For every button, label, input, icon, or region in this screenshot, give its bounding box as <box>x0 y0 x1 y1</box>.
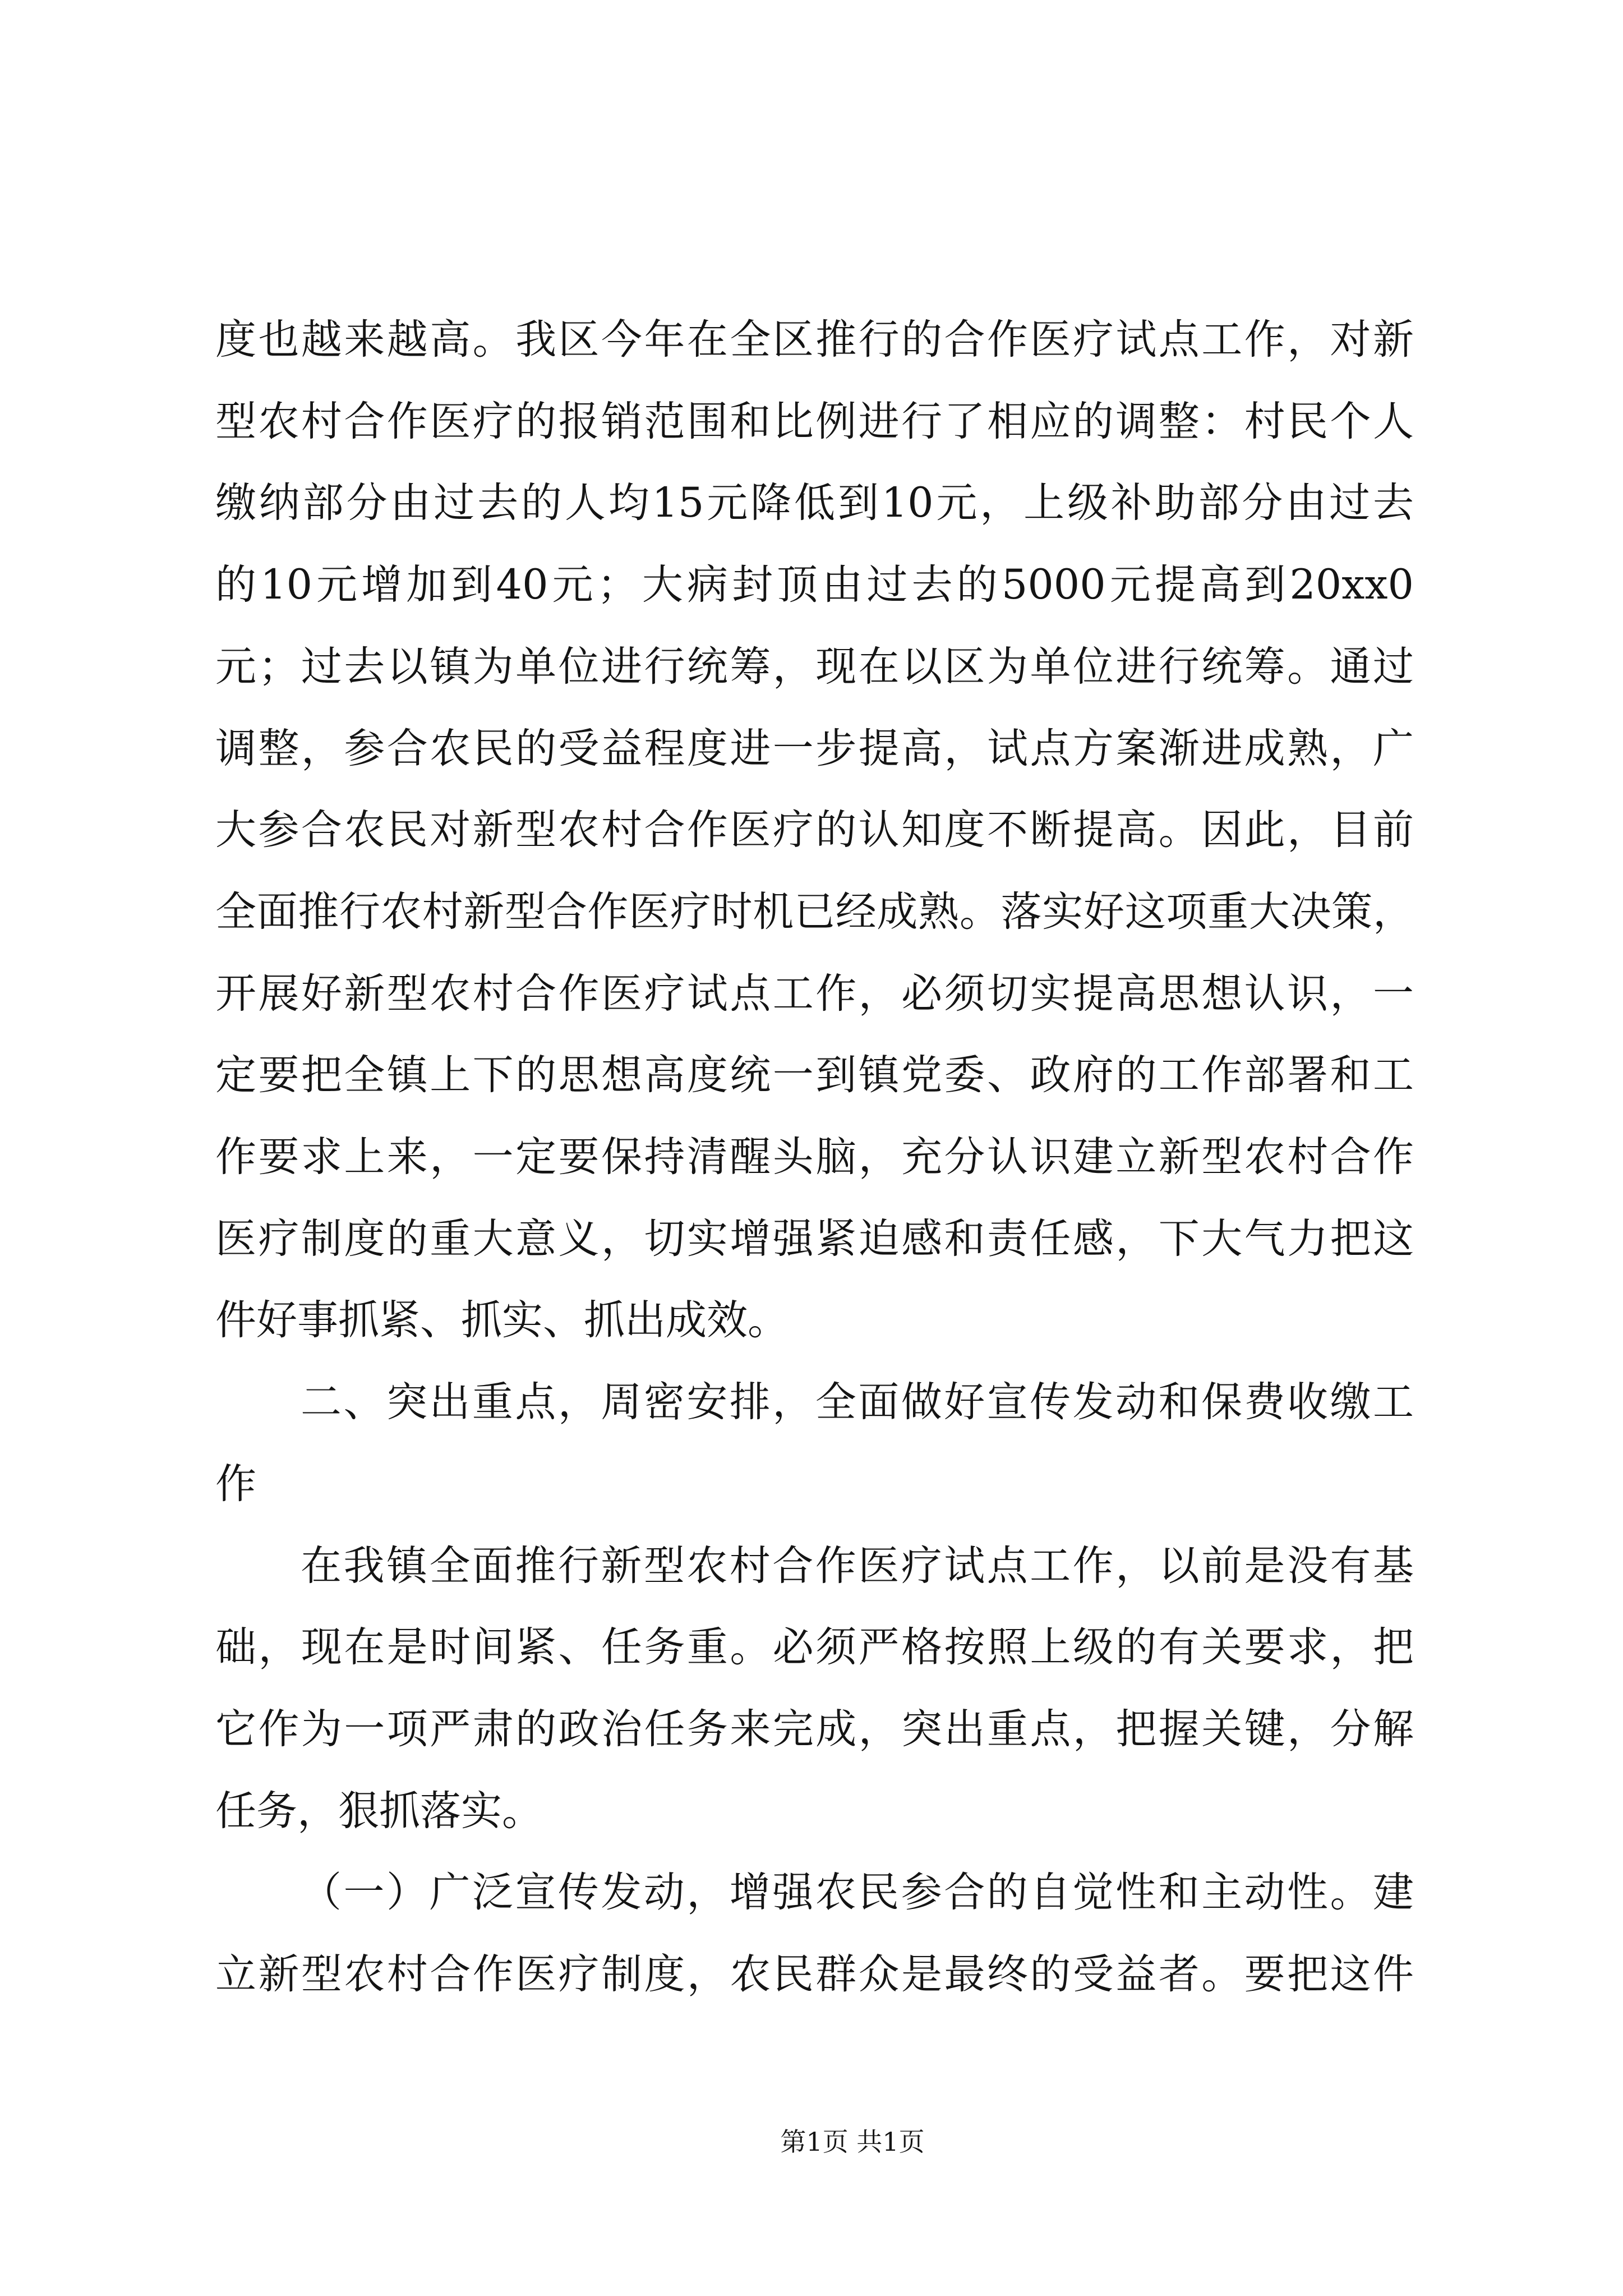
text-line: 大参合农民对新型农村合作医疗的认知度不断提高。因此，目前 <box>215 806 1414 854</box>
body-text <box>215 299 1414 2016</box>
text-line: 定要把全镇上下的思想高度统一到镇党委、政府的工作部署和工 <box>215 1051 1414 1099</box>
text-line: 立新型农村合作医疗制度，农民群众是最终的受益者。要把这件 <box>215 1950 1414 1999</box>
section-heading <box>215 1361 1414 1525</box>
text-line: 作 <box>215 1460 256 1508</box>
text-line: 的10元增加到40元；大病封顶由过去的5000元提高到20xx0 <box>215 561 1414 609</box>
text-line: 医疗制度的重大意义，切实增强紧迫感和责任感，下大气力把这 <box>215 1214 1414 1263</box>
paragraph <box>215 1525 1414 1852</box>
text-line: 二、突出重点，周密安排，全面做好宣传发动和保费收缴工 <box>301 1378 1414 1427</box>
text-line: 全面推行农村新型合作医疗时机已经成熟。落实好这项重大决策， <box>215 887 1414 936</box>
text-line: 元；过去以镇为单位进行统筹，现在以区为单位进行统筹。通过 <box>215 642 1414 691</box>
text-line: 作要求上来，一定要保持清醒头脑，充分认识建立新型农村合作 <box>215 1133 1414 1181</box>
text-line: 度也越来越高。我区今年在全区推行的合作医疗试点工作，对新 <box>215 316 1414 364</box>
text-line: 型农村合作医疗的报销范围和比例进行了相应的调整：村民个人 <box>215 397 1414 445</box>
text-line: 它作为一项严肃的政治任务来完成，突出重点，把握关键，分解 <box>215 1705 1414 1753</box>
text-line: 缴纳部分由过去的人均15元降低到10元，上级补助部分由过去 <box>215 479 1414 527</box>
text-line: 开展好新型农村合作医疗试点工作，必须切实提高思想认识，一 <box>215 969 1414 1018</box>
paragraph <box>215 1852 1414 2015</box>
text-line: （一）广泛宣传发动，增强农民参合的自觉性和主动性。建 <box>301 1869 1414 1917</box>
text-line: 在我镇全面推行新型农村合作医疗试点工作，以前是没有基 <box>301 1542 1414 1590</box>
paragraph <box>215 299 1414 1361</box>
text-line: 任务，狠抓落实。 <box>215 1787 543 1835</box>
text-line: 础，现在是时间紧、任务重。必须严格按照上级的有关要求，把 <box>215 1623 1414 1672</box>
text-line: 调整，参合农民的受益程度进一步提高，试点方案渐进成熟，广 <box>215 724 1414 772</box>
page-number-footer: 第1页 共1页 <box>780 2127 925 2157</box>
text-line: 件好事抓紧、抓实、抓出成效。 <box>215 1296 789 1345</box>
